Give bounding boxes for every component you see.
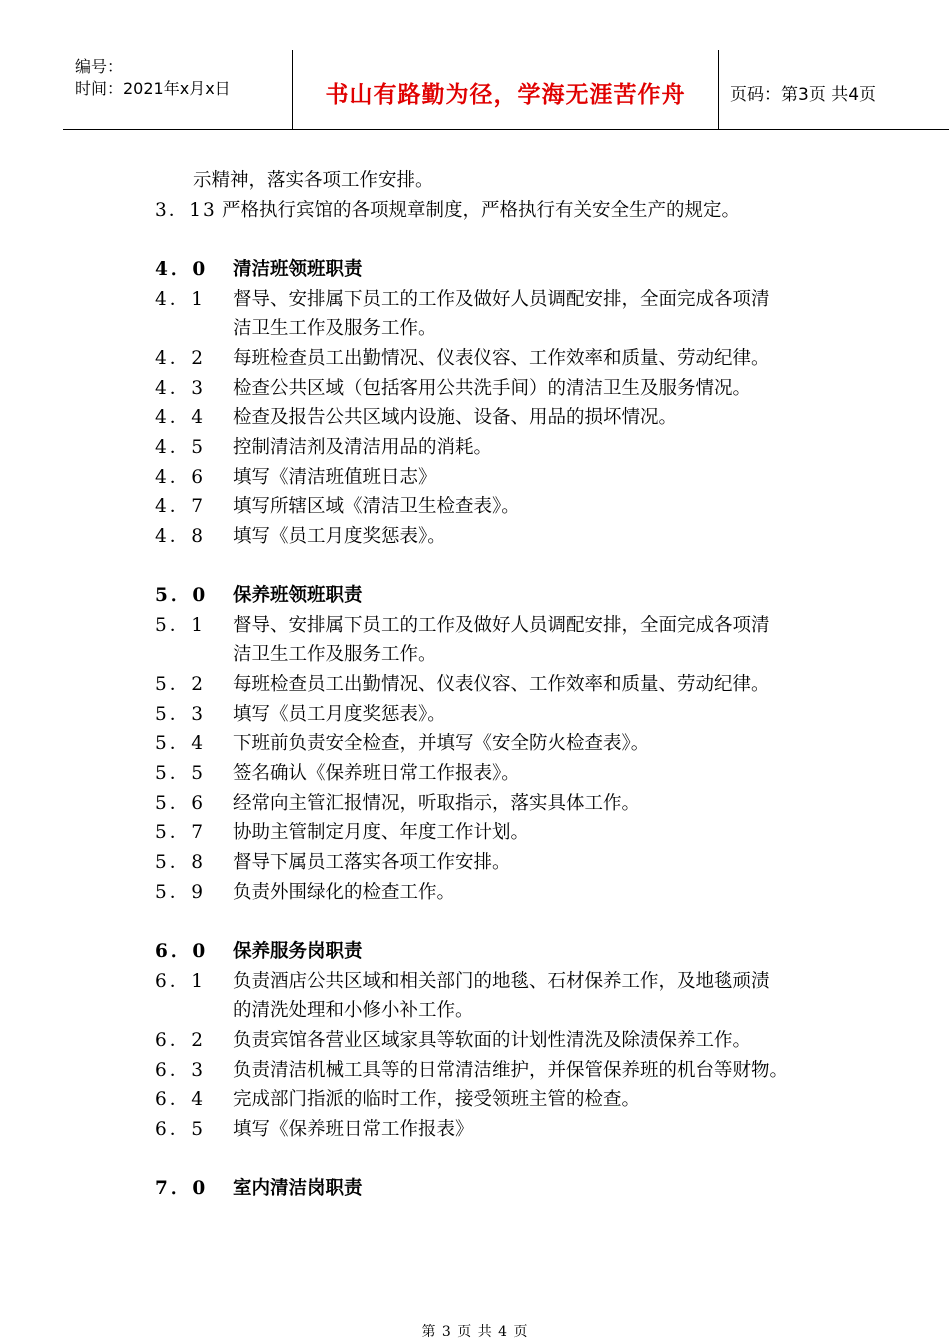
section-heading [0,581,950,611]
item-text: 下班前负责安全检查，并填写《安全防火检查表》。 [233,733,650,754]
document-number-label: 编号： [75,57,124,76]
item-number: 5．7 [155,822,207,843]
item-number: 5．4 [155,733,207,754]
item-text: 负责酒店公共区域和相关部门的地毯、石材保养工作，及地毯顽渍 [233,971,770,992]
list-item [0,878,950,908]
list-item [0,463,950,493]
item-number: 6．2 [155,1030,207,1051]
section-heading [0,1174,950,1204]
item-text: 填写《保养班日常工作报表》 [233,1119,474,1140]
list-item [0,344,950,374]
page-footer: 第 3 页 共 4 页 [421,1324,529,1340]
item-text: 示精神，落实各项工作安排。 [193,170,434,191]
item-number: 4．7 [155,496,207,517]
item-number: 4．4 [155,407,207,428]
item-text: 完成部门指派的临时工作，接受领班主管的检查。 [233,1089,641,1110]
item-text: 负责清洁机械工具等的日常清洁维护，并保管保养班的机台等财物。 [233,1060,789,1081]
item-text: 负责宾馆各营业区域家具等软面的计划性清洗及除渍保养工作。 [233,1030,752,1051]
section-heading [0,255,950,285]
list-item [0,729,950,759]
list-item [0,285,950,315]
section-title: 室内清洁岗职责 [233,1178,363,1199]
item-text: 负责外围绿化的检查工作。 [233,882,456,903]
list-item [0,1026,950,1056]
item-text: 督导、安排属下员工的工作及做好人员调配安排，全面完成各项清 [233,289,770,310]
item-number: 6．1 [155,971,207,992]
item-text: 检查及报告公共区域内设施、设备、用品的损坏情况。 [233,407,678,428]
list-item [0,196,950,226]
item-text: 每班检查员工出勤情况、仪表仪容、工作效率和质量、劳动纪律。 [233,348,770,369]
item-number: 4．6 [155,467,207,488]
item-text: 检查公共区域（包括客用公共洗手间）的清洁卫生及服务情况。 [233,378,752,399]
section-number: 5．0 [155,585,209,606]
list-item [0,818,950,848]
list-item [0,967,950,997]
list-item [0,522,950,552]
document-date: 时间：2021年x月x日 [75,79,231,98]
list-item [0,433,950,463]
list-item [0,848,950,878]
section-title: 保养服务岗职责 [233,941,363,962]
list-item [0,789,950,819]
item-number: 4．5 [155,437,207,458]
item-number: 5．9 [155,882,207,903]
item-number: 5．5 [155,763,207,784]
item-text: 填写《员工月度奖惩表》。 [233,526,446,547]
item-number: 3．13 [155,200,217,221]
item-text: 填写《清洁班值班日志》 [233,467,437,488]
continuation-line [0,996,950,1026]
item-text: 严格执行宾馆的各项规章制度，严格执行有关安全生产的规定。 [222,200,741,221]
item-text: 控制清洁剂及清洁用品的消耗。 [233,437,493,458]
item-text: 每班检查员工出勤情况、仪表仪容、工作效率和质量、劳动纪律。 [233,674,770,695]
list-item [0,670,950,700]
header-divider [718,50,719,129]
continuation-line [0,166,950,196]
list-item [0,403,950,433]
continuation-line [0,640,950,670]
list-item [0,700,950,730]
list-item [0,1085,950,1115]
item-number: 5．2 [155,674,207,695]
list-item [0,1056,950,1086]
item-text: 洁卫生工作及服务工作。 [233,644,437,665]
section-number: 4．0 [155,259,209,280]
list-item [0,611,950,641]
continuation-line [0,314,950,344]
item-text: 洁卫生工作及服务工作。 [233,318,437,339]
item-number: 5．8 [155,852,207,873]
item-number: 6．3 [155,1060,207,1081]
item-number: 6．4 [155,1089,207,1110]
item-text: 督导下属员工落实各项工作安排。 [233,852,511,873]
item-text: 督导、安排属下员工的工作及做好人员调配安排，全面完成各项清 [233,615,770,636]
list-item [0,374,950,404]
list-item [0,492,950,522]
list-item [0,759,950,789]
list-item [0,1115,950,1145]
item-text: 填写《员工月度奖惩表》。 [233,704,446,725]
item-number: 4．8 [155,526,207,547]
item-text: 经常向主管汇报情况，听取指示，落实具体工作。 [233,793,641,814]
item-number: 4．3 [155,378,207,399]
section-title: 清洁班领班职责 [233,259,363,280]
section-title: 保养班领班职责 [233,585,363,606]
item-number: 6．5 [155,1119,207,1140]
item-number: 4．1 [155,289,207,310]
item-text: 协助主管制定月度、年度工作计划。 [233,822,530,843]
header-meta [75,56,290,100]
item-number: 5．3 [155,704,207,725]
section-heading [0,937,950,967]
item-text: 填写所辖区域《清洁卫生检查表》。 [233,496,520,517]
item-text: 的清洗处理和小修小补工作。 [233,1000,474,1021]
header-page-info: 页码：第3页 共4页 [730,85,877,105]
item-number: 5．1 [155,615,207,636]
section-number: 7．0 [155,1178,209,1199]
section-number: 6．0 [155,941,209,962]
item-number: 4．2 [155,348,207,369]
item-text: 签名确认《保养班日常工作报表》。 [233,763,520,784]
page-header [63,50,949,130]
header-motto: 书山有路勤为径，学海无涯苦作舟 [325,82,686,108]
item-number: 5．6 [155,793,207,814]
